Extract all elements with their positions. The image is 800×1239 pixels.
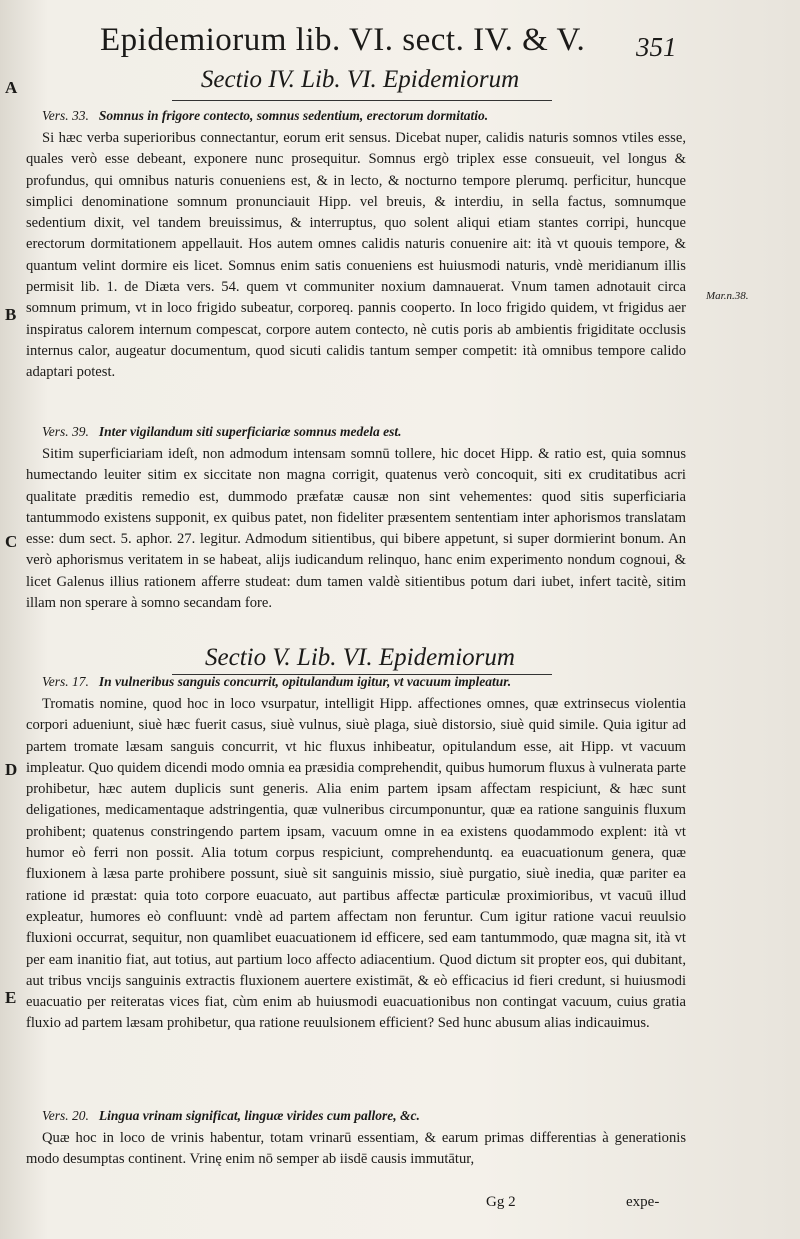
vers-39-text: Sitim superficiariam ideſt, non admodum intensam somnū tollere, hic docet Hipp. & ratio est, quia somnus humectando leuiter sitim ex siccitate non magna corrigit, quatenus verò concoquit, siti ex cruditatibus acri qualitate præditis remedio est, dummodo præfatæ causæ non sint vehementes: quod sitis superficiaria tantummodo existens supponit, ex quibus patet, non fideliter præsentem sententiam inter aphorismos translatam esse: dum sect. 5. aphor. 27. legitur. Admodum sitientibus, qui bibere appetunt, si super dormierint bonum. An verò aphorismus veritatem in se habeat, alijs iudicandum relinquo, hanc enim experimento nondum cognoui, & licet Galenus illius rationem afferre studeat: dum tamen valdè sitientibus potum dari iubet, infert tacitè, sitim illam non sperare à somno secandam fore.: [26, 446, 686, 612]
vers-33-label: Vers. 33.: [42, 108, 89, 123]
margin-marker-d: D: [5, 760, 18, 779]
vers-17-heading: [42, 674, 692, 690]
margin-marker-a: A: [5, 78, 18, 97]
section-5-title: Sectio V. Lib. VI. Epidemiorum: [205, 644, 515, 671]
vers-39-label: Vers. 39.: [42, 424, 89, 439]
vers-33-lemma: Somnus in frigore contecto, somnus sedentium, erectorum dormitatio.: [98, 108, 489, 123]
running-head: Epidemiorum lib. VI. sect. IV. & V.: [100, 22, 586, 58]
margin-marker-c: C: [5, 532, 18, 551]
vers-20-lemma: Lingua vrinam significat, linguæ virides cum pallore, &c.: [98, 1108, 420, 1123]
vers-33-heading: [42, 108, 692, 124]
margin-marker-b: B: [5, 305, 17, 324]
vers-20-label: Vers. 20.: [42, 1108, 89, 1123]
vers-20-heading: [42, 1108, 692, 1124]
margin-note: Mar.n.38.: [706, 290, 749, 302]
margin-marker-e: E: [5, 988, 17, 1007]
vers-39-lemma: Inter vigilandum siti superficiariæ somnus medela est.: [98, 424, 402, 439]
vers-17-text: Tromatis nomine, quod hoc in loco vsurpatur, intelligit Hipp. affectiones omnes, quæ extrinsecus violentia corpori adueniunt, siuè hæc fuerit casus, siuè vulnus, siuè plaga, siuè distorsio, siuè quid simile. Quia igitur ad partem tromate læsam sanguis concurrit, vt hic fluxus inhibeatur, opitulandum esse, ait Hipp. vt vacuum impleatur. Quo quidem dicendi modo omnia ea præsidia comprehendit, quibus humorum fluxus à vulnerata parte prohibetur, hæc autem duplicis sunt generis. Alia enim partem ipsam affectam respiciunt, & hæc sunt deligationes, medicamentaque adstringentia, quæ vulneribus circumponuntur, quæ ea ratione sanguinis fluxum prohibent; quatenus constringendo partem ipsam, vacuum omne in ea existens quodammodo explent: ità vt humor eò ferri non possit. Alia totum corpus respiciunt, comprehenduntq. ea euacuationum genera, quæ fluxionem à læsa parte prohibere possunt, siuè sit sanguinis missio, siuè purgatio, siuè inedia, quæ pariter ea ratione id præstat: quia toto corpore euacuato, aut partibus affectæ particulæ proximioribus, vt vacuū illud expleatur, humores eò confluunt: vndè ad partem affectam non feruntur. Cum igitur ratione vacui reuulsio fluxioni occurrat, sequitur, non quamlibet euacuationem id efficere, sed eam tantummodo, quæ magna sit, ità vt per eam inanitio fiat, aut totius, aut partium loco affecto adiacentium. Quod dictum sit propter eos, qui dubitant, aut tribus vncijs sanguinis extractis fluxionem auertere existimāt, & eò efficacius id fieri credunt, si huiusmodi euacuatio per reiteratas vices fiat, cùm enim ab huiusmodi euacuationibus non contingat vacuum, cuius gratia fluxio ad partem læsam prohibetur, qua ratione reuulsionem efficient? Sed hunc abusum alias indicauimus.: [26, 696, 686, 1032]
vers-33-text: Si hæc verba superioribus connectantur, eorum erit sensus. Dicebat nuper, calidis naturis somnos vtiles esse, quales verò esse debeant, exponere nunc prosequitur. Somnus ergò triplex esse consueuit, vel longus & profundus, qui omnibus naturis conueniens est, & in lecto, & nocturno tempore plerumq. perficitur, huncque simplici denominatione somnum pronunciauit Hipp. vel breuis, & interdiu, in sella factus, somnumque sedentium dixit, vel tandem breuissimus, & interruptus, quo solent aliqui etiam stantes corripi, huncque erectorum dormitationem appellauit. Hos autem omnes calidis naturis conuenire ait: ità vt quouis tempore, & quantum velint dormire eis licet. Somnus enim satis conueniens est huiusmodi naturis, vndè meridianum illis permisit lib. 1. de Diæta vers. 54. quem vt communiter noxium damnauerat. Vnum tamen adnotauit circa somnum primum, vt in loco frigido subeatur, corporeq. pannis cooperto. In loco frigido quidem, vt frigidus aer inspiratus calorem internum compescat, corpore autem contecto, nè cutis poris ab ambientis frigiditate occlusis internus calor, augeatur documentum, quod sicuti calidis tantum semper competit: ità omnibus tempore calido adaptari potest.: [26, 130, 686, 381]
catchword: expe-: [626, 1194, 660, 1210]
vers-17-lemma: In vulneribus sanguis concurrit, opitulandum igitur, vt vacuum impleatur.: [98, 674, 512, 689]
section-4-rule: [172, 100, 552, 101]
signature-mark: Gg 2: [486, 1194, 516, 1210]
vers-20-text: Quæ hoc in loco de vrinis habentur, totam vrinarū essentiam, & earum primas differentias à generationis modo desumptas continent. Vrinę enim nō semper ab iisdē causis immutātur,: [26, 1130, 686, 1168]
vers-39-heading: [42, 424, 692, 440]
vers-17-label: Vers. 17.: [42, 674, 89, 689]
section-4-title: Sectio IV. Lib. VI. Epidemiorum: [200, 66, 520, 93]
page-number: 351: [636, 32, 677, 62]
footer-line: [26, 1194, 686, 1214]
